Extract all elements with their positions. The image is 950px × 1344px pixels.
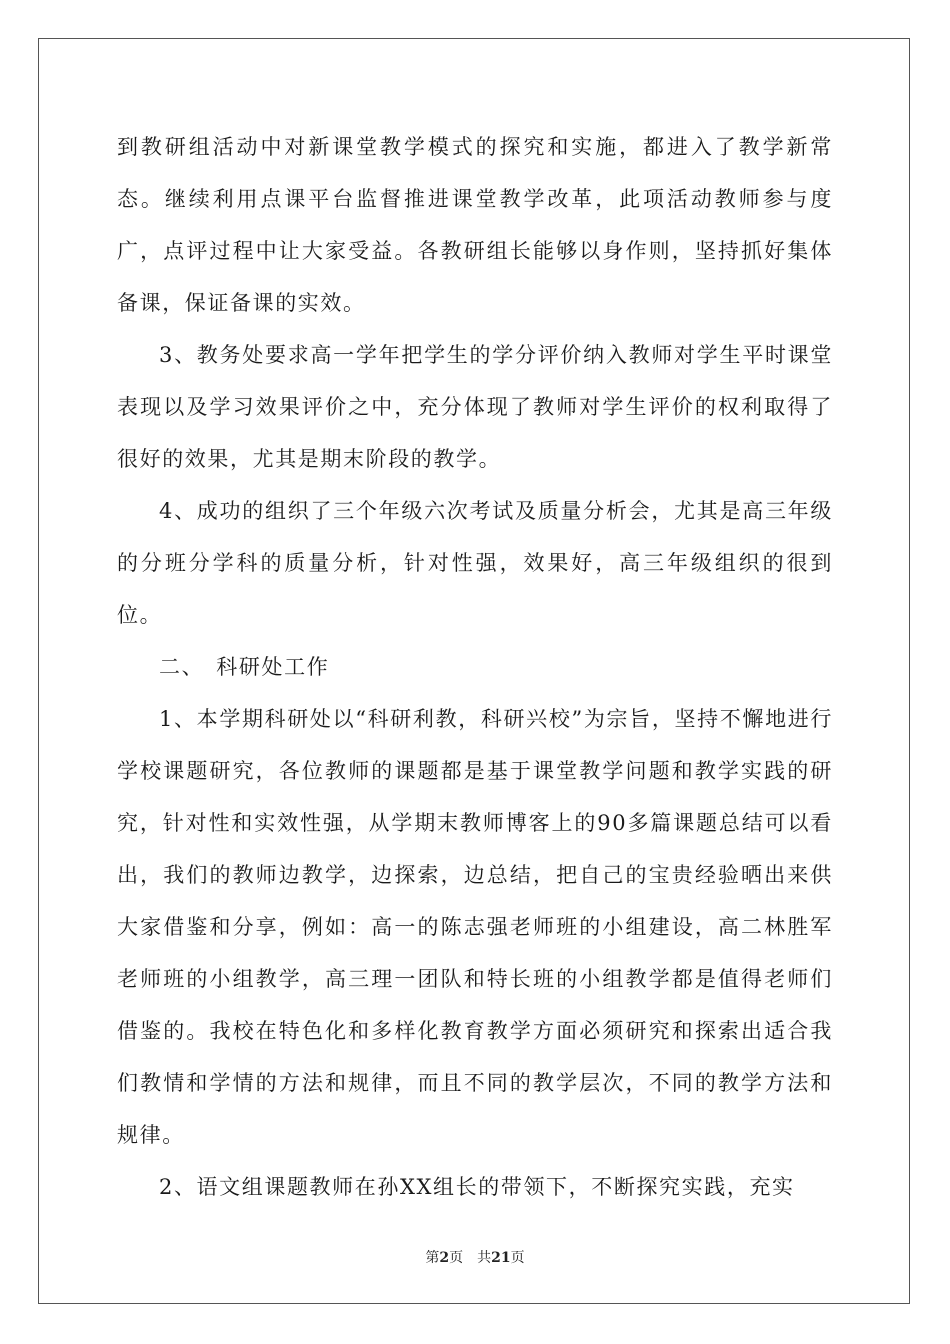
paragraph-item-3: 3、教务处要求高一学年把学生的学分评价纳入教师对学生平时课堂表现以及学习效果评价之中，充分体现了教师对学生评价的权利取得了很好的效果，尤其是期末阶段的教学。	[117, 343, 833, 471]
page-footer	[0, 1248, 950, 1268]
paragraph-research-1: 1、本学期科研处以“科研利教，科研兴校”为宗旨，坚持不懈地进行学校课题研究，各位教师的课题都是基于课堂教学问题和教学实践的研究，针对性和实效性强，从学期末教师博客上的90多篇课题总结可以看出，我们的教师边教学，边探索，边总结，把自己的宝贵经验晒出来供大家借鉴和分享，例如：高一的陈志强老师班的小组建设，高二林胜军老师班的小组教学，高三理一团队和特长班的小组教学都是值得老师们借鉴的。我校在特色化和多样化教育教学方面必须研究和探索出适合我们教情和学情的方法和规律，而且不同的教学层次，不同的教学方法和规律。	[117, 707, 833, 1147]
total-prefix: 共	[477, 1250, 492, 1266]
page-current: 2	[439, 1250, 450, 1266]
page-unit: 页	[449, 1250, 464, 1266]
paragraph-continuation: 到教研组活动中对新课堂教学模式的探究和实施，都进入了教学新常态。继续利用点课平台监督推进课堂教学改革，此项活动教师参与度广，点评过程中让大家受益。各教研组长能够以身作则，坚持抓好集体备课，保证备课的实效。	[117, 135, 833, 315]
document-body	[117, 121, 833, 1213]
total-unit: 页	[510, 1250, 525, 1266]
page-total: 21	[491, 1250, 511, 1266]
paragraph-research-2: 2、语文组课题教师在孙XX组长的带领下，不断探究实践，充实	[159, 1175, 795, 1199]
paragraph-item-4: 4、成功的组织了三个年级六次考试及质量分析会，尤其是高三年级的分班分学科的质量分析，针对性强，效果好，高三年级组织的很到位。	[117, 499, 833, 627]
page-prefix: 第	[425, 1250, 440, 1266]
section-heading-research: 二、 科研处工作	[159, 655, 330, 679]
